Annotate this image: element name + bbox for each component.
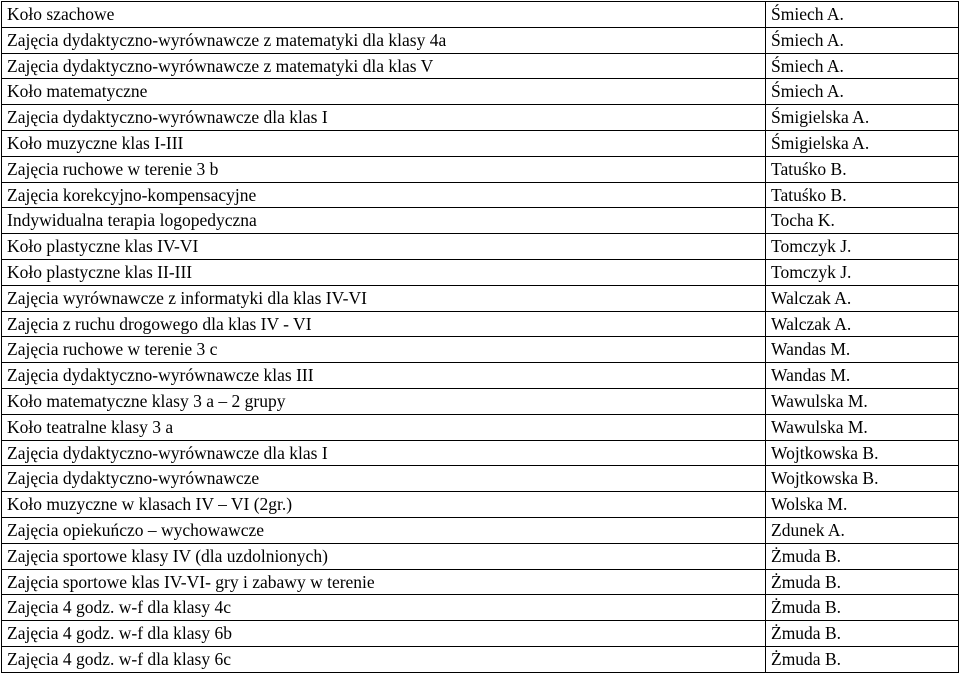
table-row: [2, 79, 959, 105]
table-row: [2, 646, 959, 672]
teacher-cell: Tomczyk J.: [766, 259, 959, 285]
teacher-cell: Śmiech A.: [766, 79, 959, 105]
teacher-cell: Śmigielska A.: [766, 130, 959, 156]
teacher-cell: Żmuda B.: [766, 569, 959, 595]
table-row: [2, 182, 959, 208]
teacher-cell: Wandas M.: [766, 337, 959, 363]
teacher-cell: Wawulska M.: [766, 414, 959, 440]
activity-cell: Zajęcia dydaktyczno-wyrównawcze z matematyki dla klasy 4a: [2, 27, 766, 53]
teacher-cell: Śmiech A.: [766, 27, 959, 53]
teacher-cell: Wojtkowska B.: [766, 440, 959, 466]
teacher-cell: Walczak A.: [766, 311, 959, 337]
table-row: [2, 517, 959, 543]
table-row: [2, 285, 959, 311]
activity-cell: Koło muzyczne klas I-III: [2, 130, 766, 156]
activity-cell: Zajęcia korekcyjno-kompensacyjne: [2, 182, 766, 208]
activity-cell: Koło plastyczne klas IV-VI: [2, 234, 766, 260]
teacher-cell: Żmuda B.: [766, 595, 959, 621]
activity-cell: Zajęcia 4 godz. w-f dla klasy 4c: [2, 595, 766, 621]
table-row: [2, 27, 959, 53]
teacher-cell: Śmigielska A.: [766, 105, 959, 131]
activity-cell: Zajęcia sportowe klasy IV (dla uzdolnionych): [2, 543, 766, 569]
teacher-cell: Wojtkowska B.: [766, 466, 959, 492]
activity-cell: Zajęcia z ruchu drogowego dla klas IV - VI: [2, 311, 766, 337]
teacher-cell: Wandas M.: [766, 363, 959, 389]
activity-cell: Zajęcia 4 godz. w-f dla klasy 6b: [2, 621, 766, 647]
table-row: [2, 621, 959, 647]
teacher-cell: Wolska M.: [766, 492, 959, 518]
teacher-cell: Żmuda B.: [766, 543, 959, 569]
activity-cell: Zajęcia ruchowe w terenie 3 b: [2, 156, 766, 182]
teacher-cell: Zdunek A.: [766, 517, 959, 543]
table-row: [2, 569, 959, 595]
table-row: [2, 414, 959, 440]
activity-cell: Zajęcia dydaktyczno-wyrównawcze z matematyki dla klas V: [2, 53, 766, 79]
activity-cell: Zajęcia sportowe klas IV-VI- gry i zabawy w terenie: [2, 569, 766, 595]
table-row: [2, 259, 959, 285]
activity-cell: Koło plastyczne klas II-III: [2, 259, 766, 285]
table-row: [2, 208, 959, 234]
teacher-cell: Żmuda B.: [766, 646, 959, 672]
table-row: [2, 156, 959, 182]
table-row: [2, 543, 959, 569]
teacher-cell: Wawulska M.: [766, 388, 959, 414]
table-row: [2, 234, 959, 260]
teacher-cell: Tomczyk J.: [766, 234, 959, 260]
activity-cell: Koło teatralne klasy 3 a: [2, 414, 766, 440]
activity-cell: Koło matematyczne: [2, 79, 766, 105]
activity-cell: Zajęcia dydaktyczno-wyrównawcze dla klas I: [2, 105, 766, 131]
teacher-cell: Śmiech A.: [766, 53, 959, 79]
table-row: [2, 2, 959, 28]
activity-cell: Koło szachowe: [2, 2, 766, 28]
table-row: [2, 363, 959, 389]
teacher-cell: Walczak A.: [766, 285, 959, 311]
teacher-cell: Żmuda B.: [766, 621, 959, 647]
activities-table-body: [2, 2, 959, 673]
table-row: [2, 105, 959, 131]
activity-cell: Koło muzyczne w klasach IV – VI (2gr.): [2, 492, 766, 518]
activity-cell: Zajęcia dydaktyczno-wyrównawcze klas III: [2, 363, 766, 389]
teacher-cell: Tocha K.: [766, 208, 959, 234]
activity-cell: Zajęcia wyrównawcze z informatyki dla klas IV-VI: [2, 285, 766, 311]
teacher-cell: Tatuśko B.: [766, 182, 959, 208]
activity-cell: Zajęcia dydaktyczno-wyrównawcze: [2, 466, 766, 492]
teacher-cell: Tatuśko B.: [766, 156, 959, 182]
teacher-cell: Śmiech A.: [766, 2, 959, 28]
table-row: [2, 130, 959, 156]
activity-cell: Zajęcia dydaktyczno-wyrównawcze dla klas I: [2, 440, 766, 466]
table-row: [2, 53, 959, 79]
table-row: [2, 466, 959, 492]
activity-cell: Indywidualna terapia logopedyczna: [2, 208, 766, 234]
table-row: [2, 311, 959, 337]
table-row: [2, 595, 959, 621]
activity-cell: Zajęcia opiekuńczo – wychowawcze: [2, 517, 766, 543]
table-row: [2, 388, 959, 414]
activity-cell: Zajęcia 4 godz. w-f dla klasy 6c: [2, 646, 766, 672]
activities-table: [1, 1, 959, 673]
table-row: [2, 337, 959, 363]
activity-cell: Zajęcia ruchowe w terenie 3 c: [2, 337, 766, 363]
table-row: [2, 440, 959, 466]
activity-cell: Koło matematyczne klasy 3 a – 2 grupy: [2, 388, 766, 414]
table-row: [2, 492, 959, 518]
